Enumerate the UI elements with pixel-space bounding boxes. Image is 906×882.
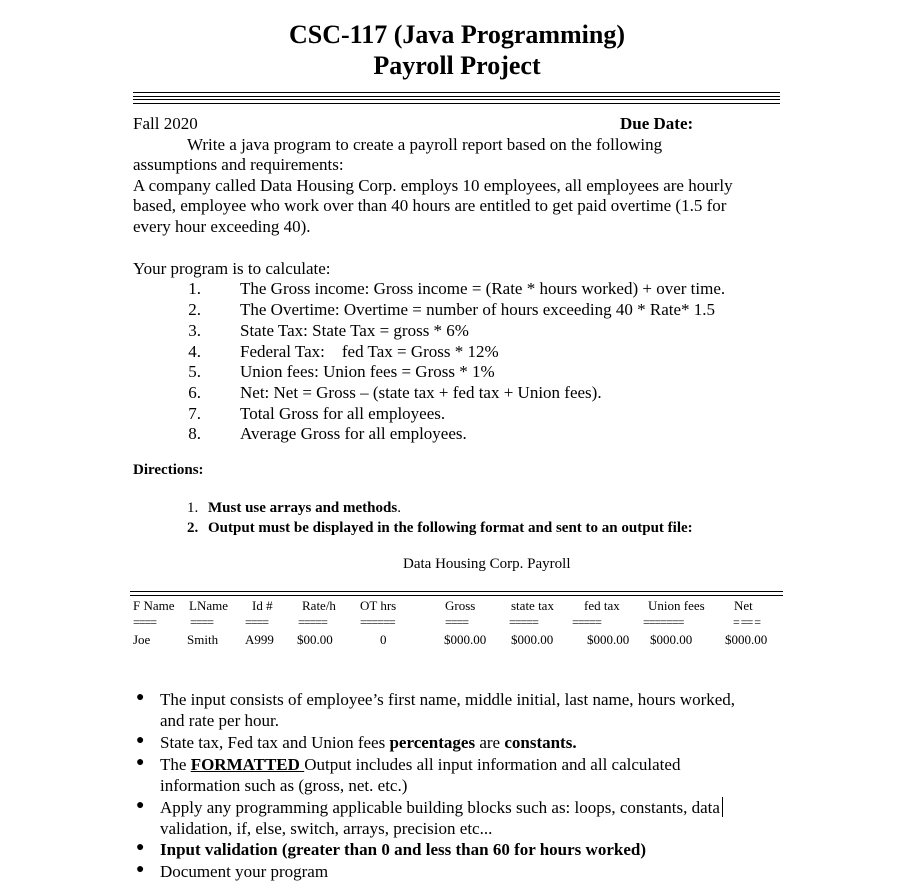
bullet-text: and rate per hour. [160, 711, 279, 730]
column-underline: ===== [509, 615, 538, 629]
list-text: Union fees: Union fees = Gross * 1% [240, 362, 495, 381]
direction-item [187, 500, 401, 517]
text-cursor [722, 797, 723, 817]
list-number: 6. [188, 383, 201, 402]
bullet-icon: ● [136, 690, 145, 705]
column-header: Rate/h [302, 598, 336, 613]
list-text: Total Gross for all employees. [240, 404, 446, 423]
bullet-text: The input consists of employee’s first name, middle initial, last name, hours worked, [160, 690, 736, 709]
column-header: LName [189, 598, 228, 613]
intro-line: based, employee who work over than 40 hours are entitled to get paid overtime (1.5 for [133, 196, 727, 215]
text-run-bold: percentages [389, 733, 476, 752]
list-number: 7. [188, 404, 201, 423]
text-run: are [475, 733, 505, 752]
column-header: Gross [445, 598, 476, 613]
table-cell: $000.00 [725, 632, 768, 647]
column-header: Id # [252, 598, 273, 613]
bullet-text [160, 754, 680, 775]
list-number: 8. [188, 424, 201, 443]
column-underline: ==== [190, 615, 214, 629]
bullet-text: validation, if, else, switch, arrays, precision etc... [160, 819, 493, 838]
table-cell: $000.00 [444, 632, 487, 647]
list-text: Federal Tax: fed Tax = Gross * 12% [240, 342, 499, 361]
bullet-text [160, 732, 577, 753]
column-underline: ======= [643, 615, 684, 629]
bullet-icon: ● [136, 755, 145, 770]
bullet-text [160, 797, 723, 818]
intro-line: Write a java program to create a payroll report based on the following [187, 135, 663, 154]
column-underline: ==== [133, 615, 157, 629]
list-number: 1. [187, 500, 199, 516]
bullet-icon: ● [136, 862, 145, 877]
bullet-text: Input validation (greater than 0 and less than 60 for hours worked) [160, 840, 646, 859]
course-title: CSC-117 (Java Programming) [288, 20, 626, 49]
list-number: 5. [188, 362, 201, 381]
list-text: State Tax: State Tax = gross * 6% [240, 321, 469, 340]
column-header: Net [734, 598, 753, 613]
directions-heading: Directions: [133, 462, 204, 478]
column-underline: = == = [733, 615, 761, 629]
text-run-bold: constants. [504, 733, 577, 752]
bullet-text: information such as (gross, net. etc.) [160, 776, 408, 795]
calc-heading: Your program is to calculate: [133, 259, 331, 278]
direction-text: Output must be displayed in the following format and sent to an output file: [208, 520, 693, 536]
column-underline: ==== [445, 615, 469, 629]
column-underline: ==== [245, 615, 269, 629]
list-text: Average Gross for all employees. [240, 424, 467, 443]
table-cell: $000.00 [511, 632, 554, 647]
list-number: 3. [188, 321, 201, 340]
column-underline: ===== [572, 615, 601, 629]
column-header: OT hrs [360, 598, 397, 613]
column-underline: ===== [298, 615, 327, 629]
list-number: 4. [188, 342, 201, 361]
list-text: Net: Net = Gross – (state tax + fed tax + Union fees). [240, 383, 602, 402]
column-header: fed tax [584, 598, 620, 613]
column-header: F Name [133, 598, 175, 613]
direction-text: Must use arrays and methods [208, 500, 398, 516]
separator-line [133, 92, 780, 97]
column-underline: ====== [360, 615, 395, 629]
bullet-text: Document your program [160, 862, 329, 881]
separator-line [133, 99, 780, 104]
semester: Fall 2020 [133, 114, 198, 133]
column-header: Union fees [648, 598, 705, 613]
table-top-rule [130, 591, 783, 596]
column-header: state tax [511, 598, 554, 613]
bullet-icon: ● [136, 798, 145, 813]
table-cell: A999 [245, 632, 274, 647]
report-title: Data Housing Corp. Payroll [403, 556, 571, 572]
text-run: State tax, Fed tax and Union fees [160, 733, 390, 752]
list-text: The Overtime: Overtime = number of hours exceeding 40 * Rate* 1.5 [240, 300, 716, 319]
list-text: The Gross income: Gross income = (Rate * hours worked) + over time. [240, 279, 726, 298]
table-cell: $000.00 [650, 632, 693, 647]
text-run: Output includes all input information and all calculated [304, 755, 681, 774]
intro-line: assumptions and requirements: [133, 155, 344, 174]
bullet-icon: ● [136, 733, 145, 748]
table-cell: Joe [133, 632, 151, 647]
table-cell: $00.00 [297, 632, 333, 647]
due-date-label: Due Date: [620, 114, 694, 133]
intro-line: A company called Data Housing Corp. employs 10 employees, all employees are hourly [133, 176, 733, 195]
bullet-icon: ● [136, 840, 145, 855]
table-cell: 0 [380, 632, 387, 647]
direction-tail: . [397, 500, 401, 516]
list-number: 1. [188, 279, 201, 298]
text-run-bold-underline: FORMATTED [190, 755, 305, 774]
project-title: Payroll Project [373, 51, 541, 80]
direction-item [187, 520, 693, 537]
list-number: 2. [188, 300, 201, 319]
list-number: 2. [187, 520, 199, 536]
table-cell: $000.00 [587, 632, 630, 647]
text-run: The [160, 755, 191, 774]
table-cell: Smith [187, 632, 219, 647]
intro-line: every hour exceeding 40). [133, 217, 311, 236]
text-run: Apply any programming applicable building blocks such as: loops, constants, data [160, 798, 720, 817]
